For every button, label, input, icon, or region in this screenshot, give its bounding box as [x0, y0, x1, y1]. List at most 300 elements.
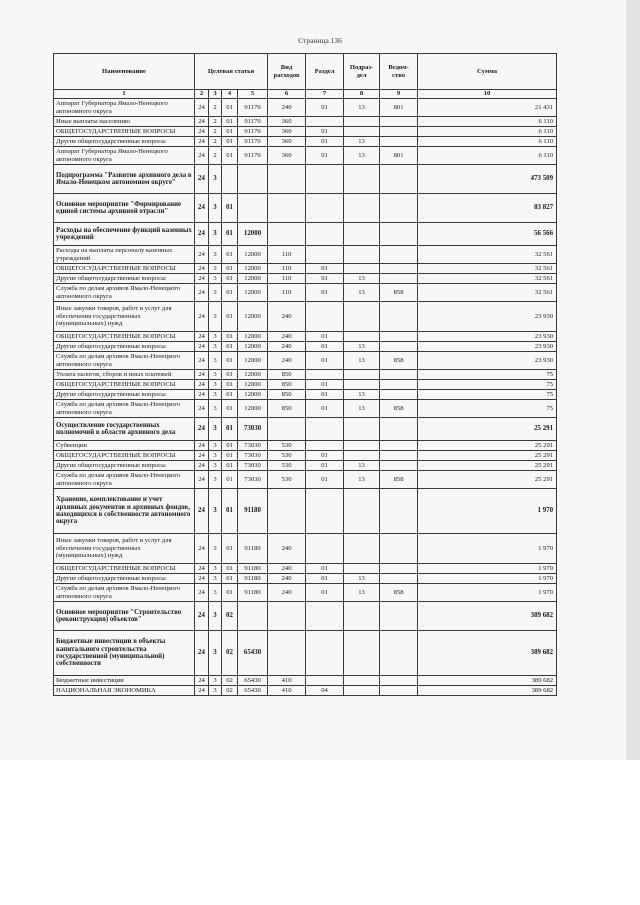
- target-code-4-cell: 12000: [238, 223, 268, 246]
- subsection-cell: [344, 223, 380, 246]
- header-name: Наименование: [54, 54, 195, 90]
- target-code-3-cell: 01: [222, 223, 238, 246]
- expense-type-cell: 530: [268, 461, 306, 471]
- department-cell: [380, 223, 418, 246]
- section-cell: 01: [306, 284, 344, 302]
- table-row: [54, 564, 557, 574]
- section-cell: 01: [306, 332, 344, 342]
- table-row: [54, 380, 557, 390]
- target-code-4-cell: 12000: [238, 342, 268, 352]
- target-code-2-cell: 3: [209, 676, 222, 686]
- index-cell: 9: [380, 90, 418, 99]
- target-code-4-cell: 91170: [238, 147, 268, 165]
- sum-cell: 389 682: [418, 686, 557, 696]
- sum-cell: 25 291: [418, 418, 557, 441]
- target-code-2-cell: 3: [209, 165, 222, 194]
- department-cell: [380, 676, 418, 686]
- sum-cell: 23 930: [418, 302, 557, 332]
- target-code-4-cell: 65430: [238, 676, 268, 686]
- expense-type-cell: 240: [268, 99, 306, 117]
- subsection-cell: [344, 564, 380, 574]
- target-code-4-cell: 73030: [238, 418, 268, 441]
- expense-type-cell: 360: [268, 117, 306, 127]
- table-row: [54, 584, 557, 602]
- target-code-4-cell: 73030: [238, 441, 268, 451]
- table-row: [54, 390, 557, 400]
- row-name-cell: Другие общегосударственные вопросы: [54, 461, 195, 471]
- target-code-4-cell: 12000: [238, 370, 268, 380]
- sum-cell: 23 930: [418, 332, 557, 342]
- expense-type-cell: 240: [268, 534, 306, 564]
- section-cell: 01: [306, 471, 344, 489]
- index-cell: 4: [222, 90, 238, 99]
- target-code-3-cell: 01: [222, 400, 238, 418]
- row-name-cell: НАЦИОНАЛЬНАЯ ЭКОНОМИКА: [54, 686, 195, 696]
- table-row: [54, 274, 557, 284]
- subsection-cell: 13: [344, 342, 380, 352]
- section-cell: 01: [306, 99, 344, 117]
- expense-type-cell: [268, 418, 306, 441]
- table-row: [54, 342, 557, 352]
- target-code-2-cell: 3: [209, 302, 222, 332]
- subsection-cell: 13: [344, 137, 380, 147]
- target-code-3-cell: 01: [222, 302, 238, 332]
- department-cell: 858: [380, 400, 418, 418]
- section-cell: 01: [306, 137, 344, 147]
- subsection-cell: [344, 441, 380, 451]
- department-cell: [380, 137, 418, 147]
- target-code-4-cell: 12000: [238, 274, 268, 284]
- target-code-4-cell: 91180: [238, 489, 268, 534]
- subsection-cell: 13: [344, 400, 380, 418]
- target-code-2-cell: 3: [209, 370, 222, 380]
- expense-type-cell: 110: [268, 274, 306, 284]
- table-row: [54, 471, 557, 489]
- index-cell: 5: [238, 90, 268, 99]
- target-code-3-cell: 01: [222, 284, 238, 302]
- department-cell: [380, 441, 418, 451]
- section-cell: 01: [306, 564, 344, 574]
- target-code-3-cell: [222, 165, 238, 194]
- section-cell: 01: [306, 451, 344, 461]
- expense-type-cell: 240: [268, 342, 306, 352]
- expense-type-cell: 240: [268, 332, 306, 342]
- target-code-4-cell: 12000: [238, 380, 268, 390]
- target-code-1-cell: 24: [195, 284, 209, 302]
- section-cell: 01: [306, 390, 344, 400]
- target-code-4-cell: 12000: [238, 264, 268, 274]
- row-name-cell: Уплата налогов, сборов и иных платежей: [54, 370, 195, 380]
- row-name-cell: Иные закупки товаров, работ и услуг для обеспечения государственных (муниципальных) нужд: [54, 534, 195, 564]
- target-code-3-cell: 01: [222, 274, 238, 284]
- subsection-cell: 13: [344, 574, 380, 584]
- target-code-2-cell: 3: [209, 461, 222, 471]
- subsection-cell: [344, 631, 380, 676]
- sum-cell: 75: [418, 370, 557, 380]
- target-code-4-cell: 12000: [238, 332, 268, 342]
- sum-cell: 6 110: [418, 137, 557, 147]
- department-cell: [380, 194, 418, 223]
- target-code-3-cell: 01: [222, 380, 238, 390]
- table-row: [54, 676, 557, 686]
- column-index-row: [54, 90, 557, 99]
- expense-type-cell: 850: [268, 370, 306, 380]
- target-code-3-cell: 01: [222, 332, 238, 342]
- header-sum: Сумма: [418, 54, 557, 90]
- target-code-3-cell: 01: [222, 194, 238, 223]
- sum-cell: 25 291: [418, 461, 557, 471]
- row-name-cell: Иные выплаты населению: [54, 117, 195, 127]
- target-code-2-cell: 3: [209, 686, 222, 696]
- table-row: [54, 451, 557, 461]
- target-code-1-cell: 24: [195, 194, 209, 223]
- department-cell: [380, 489, 418, 534]
- section-cell: 04: [306, 686, 344, 696]
- target-code-3-cell: 01: [222, 489, 238, 534]
- sum-cell: 1 970: [418, 564, 557, 574]
- sum-cell: 23 930: [418, 352, 557, 370]
- table-row: [54, 165, 557, 194]
- subsection-cell: [344, 302, 380, 332]
- sum-cell: 32 561: [418, 264, 557, 274]
- section-cell: [306, 602, 344, 631]
- target-code-1-cell: 24: [195, 165, 209, 194]
- table-row: [54, 370, 557, 380]
- target-code-2-cell: 3: [209, 441, 222, 451]
- section-cell: 01: [306, 380, 344, 390]
- subsection-cell: 13: [344, 471, 380, 489]
- target-code-2-cell: 3: [209, 631, 222, 676]
- department-cell: [380, 574, 418, 584]
- target-code-3-cell: 01: [222, 352, 238, 370]
- sum-cell: 21 431: [418, 99, 557, 117]
- sum-cell: 83 827: [418, 194, 557, 223]
- target-code-3-cell: 01: [222, 534, 238, 564]
- expense-type-cell: 410: [268, 676, 306, 686]
- target-code-2-cell: 3: [209, 284, 222, 302]
- department-cell: [380, 274, 418, 284]
- target-code-1-cell: 24: [195, 400, 209, 418]
- row-name-cell: Другие общегосударственные вопросы: [54, 390, 195, 400]
- target-code-3-cell: 01: [222, 461, 238, 471]
- sum-cell: 56 566: [418, 223, 557, 246]
- row-name-cell: Аппарат Губернатора Ямало-Ненецкого автономного округа: [54, 147, 195, 165]
- subsection-cell: [344, 676, 380, 686]
- target-code-4-cell: 73030: [238, 471, 268, 489]
- sum-cell: 1 970: [418, 574, 557, 584]
- subsection-cell: [344, 194, 380, 223]
- scan-edge-shadow: [626, 0, 640, 760]
- sum-cell: 389 682: [418, 602, 557, 631]
- row-name-cell: ОБЩЕГОСУДАРСТВЕННЫЕ ВОПРОСЫ: [54, 451, 195, 461]
- sum-cell: 6 110: [418, 147, 557, 165]
- target-code-2-cell: 3: [209, 451, 222, 461]
- target-code-2-cell: 3: [209, 574, 222, 584]
- subsection-cell: [344, 451, 380, 461]
- target-code-3-cell: 01: [222, 564, 238, 574]
- target-code-1-cell: 24: [195, 352, 209, 370]
- sum-cell: 6 110: [418, 117, 557, 127]
- target-code-2-cell: 3: [209, 194, 222, 223]
- target-code-2-cell: 3: [209, 400, 222, 418]
- section-cell: [306, 534, 344, 564]
- row-name-cell: Другие общегосударственные вопросы: [54, 574, 195, 584]
- section-cell: 01: [306, 342, 344, 352]
- subsection-cell: [344, 117, 380, 127]
- subsection-cell: [344, 380, 380, 390]
- target-code-3-cell: 01: [222, 246, 238, 264]
- expense-type-cell: 110: [268, 264, 306, 274]
- table-row: [54, 194, 557, 223]
- expense-type-cell: [268, 194, 306, 223]
- row-name-cell: Хранение, комплектование и учет архивных документов и архивных фондов, находящихся в собственности автономного округа: [54, 489, 195, 534]
- table-row: [54, 352, 557, 370]
- target-code-1-cell: 24: [195, 274, 209, 284]
- target-code-3-cell: 01: [222, 451, 238, 461]
- target-code-4-cell: 12000: [238, 284, 268, 302]
- department-cell: 801: [380, 147, 418, 165]
- table-row: [54, 264, 557, 274]
- section-cell: 01: [306, 352, 344, 370]
- target-code-4-cell: 91180: [238, 584, 268, 602]
- table-row: [54, 400, 557, 418]
- target-code-1-cell: 24: [195, 686, 209, 696]
- section-cell: 01: [306, 127, 344, 137]
- target-code-4-cell: 91180: [238, 534, 268, 564]
- section-cell: 01: [306, 147, 344, 165]
- table-row: [54, 127, 557, 137]
- subsection-cell: 13: [344, 99, 380, 117]
- sum-cell: 1 970: [418, 534, 557, 564]
- row-name-cell: Осуществление государственных полномочий в области архивного дела: [54, 418, 195, 441]
- sum-cell: 6 110: [418, 127, 557, 137]
- table-row: [54, 302, 557, 332]
- table-row: [54, 332, 557, 342]
- table-row: [54, 441, 557, 451]
- table-row: [54, 602, 557, 631]
- row-name-cell: Иные закупки товаров, работ и услуг для обеспечения государственных (муниципальных) нужд: [54, 302, 195, 332]
- index-cell: 7: [306, 90, 344, 99]
- expense-type-cell: [268, 223, 306, 246]
- row-name-cell: Аппарат Губернатора Ямало-Ненецкого автономного округа: [54, 99, 195, 117]
- target-code-3-cell: 01: [222, 418, 238, 441]
- index-cell: 6: [268, 90, 306, 99]
- target-code-3-cell: 01: [222, 441, 238, 451]
- target-code-2-cell: 3: [209, 584, 222, 602]
- target-code-2-cell: 3: [209, 264, 222, 274]
- row-name-cell: Расходы на обеспечение функций казенных учреждений: [54, 223, 195, 246]
- table-row: [54, 284, 557, 302]
- table-row: [54, 631, 557, 676]
- target-code-4-cell: 12000: [238, 400, 268, 418]
- target-code-3-cell: 01: [222, 584, 238, 602]
- row-name-cell: Подпрограмма "Развитие архивного дела в Ямало-Ненецком автономном округе": [54, 165, 195, 194]
- row-name-cell: Основное мероприятие "Формирование единой системы архивной отрасли": [54, 194, 195, 223]
- target-code-1-cell: 24: [195, 342, 209, 352]
- row-name-cell: Другие общегосударственные вопросы: [54, 137, 195, 147]
- header-section: Раздел: [306, 54, 344, 90]
- target-code-2-cell: 3: [209, 471, 222, 489]
- target-code-2-cell: 3: [209, 602, 222, 631]
- target-code-1-cell: 24: [195, 147, 209, 165]
- section-cell: 01: [306, 264, 344, 274]
- target-code-2-cell: 3: [209, 380, 222, 390]
- subsection-cell: [344, 686, 380, 696]
- target-code-4-cell: 12000: [238, 302, 268, 332]
- target-code-1-cell: 24: [195, 332, 209, 342]
- header-target-article: Целевая статья: [195, 54, 268, 90]
- target-code-1-cell: 24: [195, 223, 209, 246]
- target-code-2-cell: 2: [209, 99, 222, 117]
- target-code-2-cell: 2: [209, 127, 222, 137]
- expense-type-cell: [268, 165, 306, 194]
- target-code-2-cell: 2: [209, 137, 222, 147]
- header-department: Ведом-ство: [380, 54, 418, 90]
- target-code-1-cell: 24: [195, 99, 209, 117]
- section-cell: [306, 370, 344, 380]
- target-code-1-cell: 24: [195, 602, 209, 631]
- section-cell: 01: [306, 584, 344, 602]
- target-code-2-cell: 3: [209, 418, 222, 441]
- subsection-cell: 13: [344, 461, 380, 471]
- row-name-cell: Бюджетные инвестиции: [54, 676, 195, 686]
- target-code-4-cell: 91170: [238, 117, 268, 127]
- target-code-3-cell: 01: [222, 342, 238, 352]
- department-cell: 801: [380, 99, 418, 117]
- expense-type-cell: 360: [268, 137, 306, 147]
- sum-cell: 473 509: [418, 165, 557, 194]
- department-cell: [380, 390, 418, 400]
- target-code-2-cell: 3: [209, 352, 222, 370]
- target-code-3-cell: 01: [222, 264, 238, 274]
- index-cell: 8: [344, 90, 380, 99]
- target-code-3-cell: 01: [222, 127, 238, 137]
- target-code-1-cell: 24: [195, 418, 209, 441]
- target-code-4-cell: 73030: [238, 461, 268, 471]
- table-row: [54, 246, 557, 264]
- subsection-cell: 13: [344, 390, 380, 400]
- target-code-1-cell: 24: [195, 390, 209, 400]
- target-code-1-cell: 24: [195, 370, 209, 380]
- target-code-1-cell: 24: [195, 574, 209, 584]
- sum-cell: 1 970: [418, 489, 557, 534]
- target-code-1-cell: 24: [195, 246, 209, 264]
- section-cell: 01: [306, 400, 344, 418]
- expense-type-cell: 240: [268, 302, 306, 332]
- target-code-4-cell: [238, 602, 268, 631]
- target-code-1-cell: 24: [195, 471, 209, 489]
- target-code-3-cell: 01: [222, 471, 238, 489]
- target-code-1-cell: 24: [195, 461, 209, 471]
- subsection-cell: 13: [344, 274, 380, 284]
- sum-cell: 32 561: [418, 274, 557, 284]
- target-code-3-cell: 01: [222, 99, 238, 117]
- department-cell: 858: [380, 284, 418, 302]
- section-cell: [306, 223, 344, 246]
- table-body: [54, 99, 557, 696]
- table-row: [54, 489, 557, 534]
- row-name-cell: Бюджетные инвестиции в объекты капитального строительства государственной (муниципальной) собственности: [54, 631, 195, 676]
- section-cell: [306, 117, 344, 127]
- department-cell: [380, 117, 418, 127]
- expense-type-cell: 240: [268, 352, 306, 370]
- table-row: [54, 574, 557, 584]
- department-cell: [380, 418, 418, 441]
- target-code-3-cell: 01: [222, 137, 238, 147]
- row-name-cell: ОБЩЕГОСУДАРСТВЕННЫЕ ВОПРОСЫ: [54, 564, 195, 574]
- expense-type-cell: 240: [268, 574, 306, 584]
- table-row: [54, 686, 557, 696]
- index-cell: 10: [418, 90, 557, 99]
- target-code-4-cell: 12000: [238, 246, 268, 264]
- row-name-cell: Основное мероприятие "Строительство (реконструкция) объектов": [54, 602, 195, 631]
- sum-cell: 389 682: [418, 676, 557, 686]
- expense-type-cell: [268, 602, 306, 631]
- sum-cell: 25 291: [418, 451, 557, 461]
- subsection-cell: 13: [344, 584, 380, 602]
- target-code-4-cell: 73030: [238, 451, 268, 461]
- expense-type-cell: [268, 631, 306, 676]
- row-name-cell: Субвенции: [54, 441, 195, 451]
- department-cell: [380, 370, 418, 380]
- target-code-3-cell: 02: [222, 686, 238, 696]
- target-code-3-cell: 01: [222, 574, 238, 584]
- row-name-cell: ОБЩЕГОСУДАРСТВЕННЫЕ ВОПРОСЫ: [54, 332, 195, 342]
- expense-type-cell: 850: [268, 390, 306, 400]
- target-code-3-cell: 02: [222, 631, 238, 676]
- index-cell: 2: [195, 90, 209, 99]
- row-name-cell: Служба по делам архивов Ямало-Ненецкого автономного округа: [54, 352, 195, 370]
- target-code-4-cell: 91170: [238, 127, 268, 137]
- department-cell: [380, 342, 418, 352]
- expense-type-cell: 240: [268, 564, 306, 574]
- section-cell: [306, 631, 344, 676]
- target-code-2-cell: 3: [209, 342, 222, 352]
- row-name-cell: ОБЩЕГОСУДАРСТВЕННЫЕ ВОПРОСЫ: [54, 380, 195, 390]
- index-cell: 1: [54, 90, 195, 99]
- target-code-1-cell: 24: [195, 631, 209, 676]
- target-code-4-cell: [238, 194, 268, 223]
- department-cell: [380, 165, 418, 194]
- department-cell: [380, 564, 418, 574]
- table-row: [54, 117, 557, 127]
- target-code-4-cell: [238, 165, 268, 194]
- table-row: [54, 137, 557, 147]
- target-code-1-cell: 24: [195, 264, 209, 274]
- target-code-4-cell: 91170: [238, 99, 268, 117]
- expense-type-cell: 410: [268, 686, 306, 696]
- section-cell: [306, 489, 344, 534]
- target-code-3-cell: 01: [222, 390, 238, 400]
- department-cell: [380, 332, 418, 342]
- department-cell: [380, 264, 418, 274]
- row-name-cell: Служба по делам архивов Ямало-Ненецкого автономного округа: [54, 584, 195, 602]
- target-code-1-cell: 24: [195, 441, 209, 451]
- target-code-2-cell: 3: [209, 223, 222, 246]
- target-code-4-cell: 91170: [238, 137, 268, 147]
- department-cell: [380, 302, 418, 332]
- subsection-cell: [344, 127, 380, 137]
- subsection-cell: 13: [344, 147, 380, 165]
- target-code-3-cell: 01: [222, 117, 238, 127]
- row-name-cell: Служба по делам архивов Ямало-Ненецкого автономного округа: [54, 471, 195, 489]
- department-cell: [380, 451, 418, 461]
- target-code-2-cell: 3: [209, 274, 222, 284]
- target-code-1-cell: 24: [195, 137, 209, 147]
- subsection-cell: [344, 370, 380, 380]
- section-cell: 01: [306, 274, 344, 284]
- target-code-3-cell: 01: [222, 147, 238, 165]
